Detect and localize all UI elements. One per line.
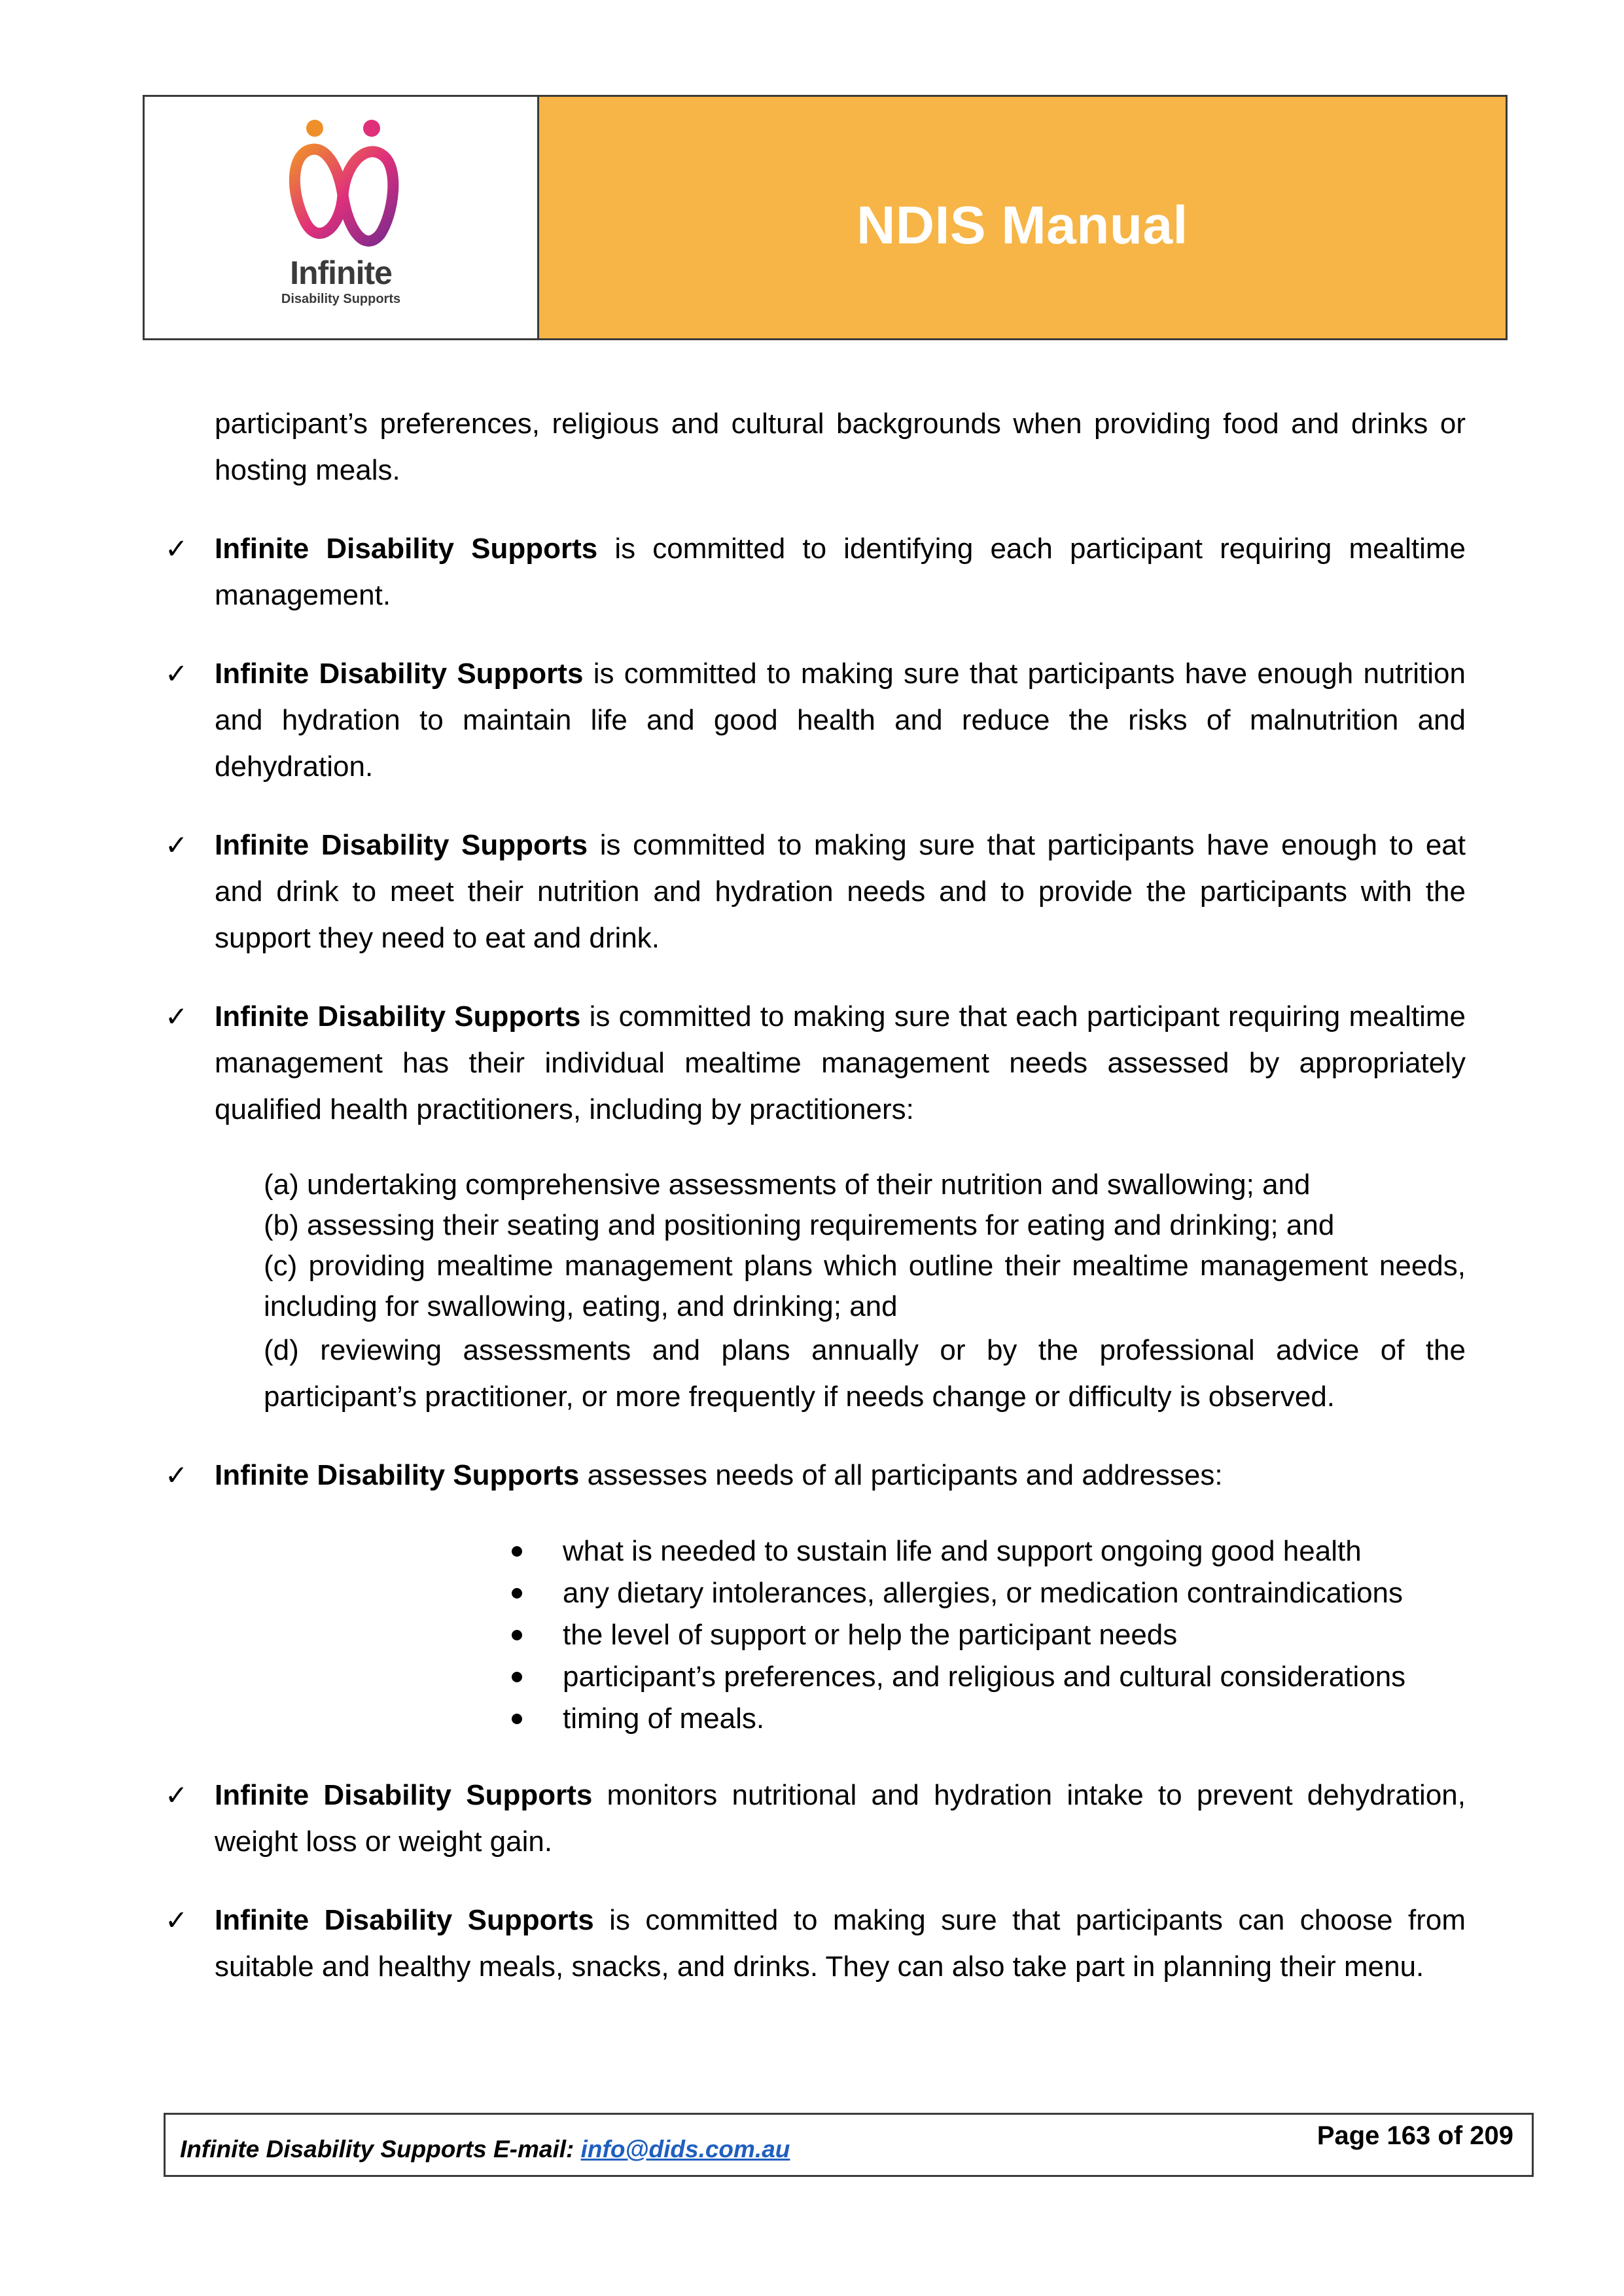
- item-text: is committed to making sure that participants have enough nutrition and hydration to maintain life and good health and reduce the risks of malnutrition and dehydration.: [215, 658, 1466, 783]
- logo: [145, 97, 539, 338]
- bullet-icon: [512, 1588, 522, 1598]
- footer-contact: [180, 2136, 790, 2163]
- logo-subtitle: Disability Supports: [281, 292, 401, 306]
- page-content: [157, 400, 1466, 2022]
- needs-bullet-list: [157, 1530, 1466, 1740]
- checkmark-icon: ✓: [165, 830, 188, 860]
- bullet-icon: [512, 1630, 522, 1640]
- bullet-text: timing of meals.: [563, 1703, 765, 1735]
- list-item: [157, 1772, 1466, 1865]
- checkmark-icon: ✓: [165, 533, 188, 564]
- bullet-item: [512, 1530, 1466, 1572]
- org-name: Infinite Disability Supports: [215, 1459, 580, 1491]
- sub-item: (c) providing mealtime management plans which outline their mealtime management needs, including for swallowing, eating, and drinking; and: [264, 1250, 1466, 1322]
- page-header: [143, 95, 1508, 340]
- item-text: assesses needs of all participants and addresses:: [579, 1459, 1223, 1491]
- bullet-text: what is needed to sustain life and support ongoing good health: [563, 1535, 1362, 1567]
- bullet-icon: [512, 1546, 522, 1557]
- page-footer: [164, 2113, 1534, 2177]
- list-item: [157, 1452, 1466, 1498]
- item-text: monitors nutritional and hydration intake to prevent dehydration, weight loss or weight gain.: [215, 1779, 1466, 1858]
- org-name: Infinite Disability Supports: [215, 658, 584, 690]
- item-text: is committed to identifying each participant requiring mealtime management.: [215, 533, 1466, 611]
- org-name: Infinite Disability Supports: [215, 533, 598, 565]
- org-name: Infinite Disability Supports: [215, 1779, 593, 1811]
- checkmark-icon: ✓: [165, 1460, 188, 1491]
- bullet-item: [512, 1572, 1466, 1614]
- item-text: is committed to making sure that participants can choose from suitable and healthy meals, snacks, and drinks. They can also take part in planning their menu.: [215, 1904, 1466, 1983]
- infinity-logo-icon: [285, 116, 400, 254]
- list-item: [157, 525, 1466, 618]
- item-text: is committed to making sure that each participant requiring mealtime management has their individual mealtime management needs assessed by appropriately qualified health practitioners, including by practitioners:: [215, 1000, 1466, 1125]
- practitioner-sublist: [157, 1165, 1466, 1420]
- checkmark-icon: ✓: [165, 1905, 188, 1935]
- page-title: NDIS Manual: [856, 195, 1188, 255]
- checkmark-icon: ✓: [165, 658, 188, 689]
- bullet-text: the level of support or help the participant needs: [563, 1619, 1178, 1651]
- bullet-item: [512, 1698, 1466, 1740]
- bullet-text: participant’s preferences, and religious and cultural considerations: [563, 1661, 1406, 1693]
- page-number: Page 163 of 209: [1316, 2121, 1513, 2150]
- bullet-item: [512, 1614, 1466, 1656]
- sub-item: (b) assessing their seating and positioning requirements for eating and drinking; and: [264, 1209, 1335, 1241]
- bullet-text: any dietary intolerances, allergies, or medication contraindications: [563, 1577, 1403, 1609]
- list-item: [157, 1897, 1466, 1990]
- item-text: is committed to making sure that participants have enough to eat and drink to meet their nutrition and hydration needs and to provide the participants with the support they need to eat and drink.: [215, 829, 1466, 954]
- sub-item: (a) undertaking comprehensive assessments of their nutrition and swallowing; and: [264, 1169, 1311, 1201]
- email-link[interactable]: info@dids.com.au: [580, 2136, 790, 2163]
- logo-name: Infinite: [290, 255, 392, 291]
- intro-paragraph: participant’s preferences, religious and cultural backgrounds when providing food and drinks or hosting meals.: [215, 408, 1466, 486]
- bullet-icon: [512, 1672, 522, 1682]
- bullet-item: [512, 1656, 1466, 1698]
- checkmark-icon: ✓: [165, 1780, 188, 1810]
- list-item: [157, 822, 1466, 961]
- org-name: Infinite Disability Supports: [215, 1000, 581, 1033]
- bullet-icon: [512, 1714, 522, 1724]
- org-name: Infinite Disability Supports: [215, 1904, 594, 1936]
- title-banner: [539, 97, 1506, 338]
- checkmark-icon: ✓: [165, 1001, 188, 1032]
- list-item: [157, 993, 1466, 1133]
- org-name: Infinite Disability Supports: [215, 829, 588, 861]
- sub-item: (d) reviewing assessments and plans annually or by the professional advice of the participant’s practitioner, or more frequently if needs change or difficulty is observed.: [264, 1334, 1466, 1413]
- list-item: [157, 650, 1466, 790]
- footer-label: Infinite Disability Supports E-mail:: [180, 2136, 581, 2163]
